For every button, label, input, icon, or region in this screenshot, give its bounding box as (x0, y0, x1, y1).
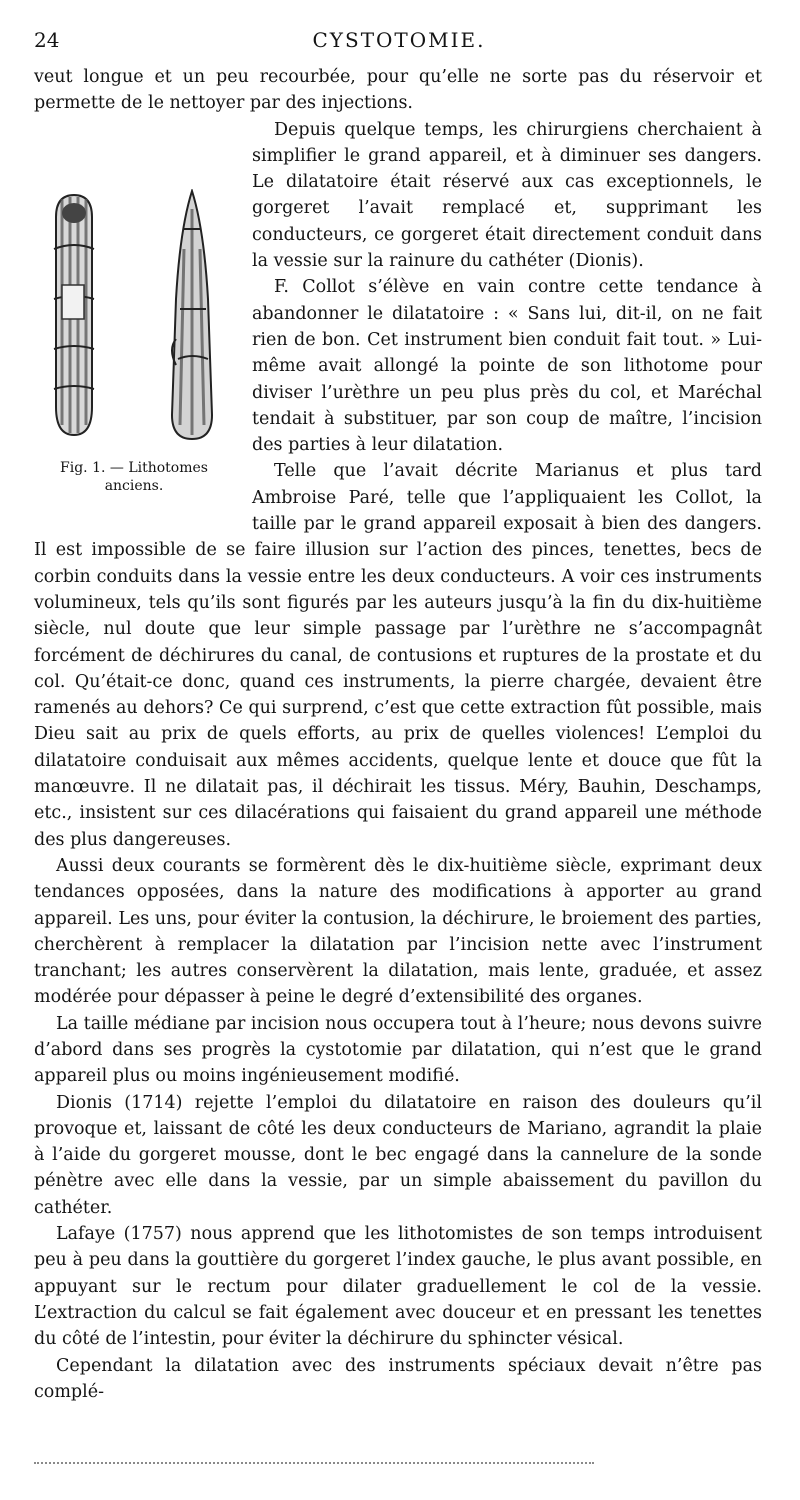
paragraph-continuation: veut longue et un peu recourbée, pour qu’elle ne sorte pas du réservoir et permette de le nettoyer par des injections. (34, 67, 762, 114)
paragraph: Telle que l’avait décrite Marianus et plus tard Ambroise Paré, telle que l’appliquaient les Collot, la taille par le grand appareil exposait à bien des dangers. Il est impossible de se faire illusion sur l’action des pinces, tenettes, becs de corbin conduits dans la vessie entre les deux conducteurs. A voir ces instruments volumineux, tels qu’ils sont figurés par les auteurs jusqu’à la fin du dix-huitième siècle, nul doute que leur simple passage par l’urèthre ne s’accompagnât forcément de déchirures du canal, de contusions et ruptures de la prostate et du col. Qu’était-ce donc, quand ces instruments, la pierre chargée, devaient être ramenés au dehors? Ce qui surprend, c’est que cette extraction fût possible, mais Dieu sait au prix de quels efforts, au prix de quelles violences! L’emploi du dilatatoire conduisait aux mêmes accidents, quelque lente et douce que fût la manœuvre. Il ne dilatait pas, il déchirait les tissus. Méry, Bauhin, Deschamps, etc., insistent sur ces dilacérations qui faisaient du grand appareil une méthode des plus dangereuses. (34, 461, 762, 850)
running-title: CYSTOTOMIE. (312, 28, 486, 52)
figure-caption-line: Fig. 1. — Lithotomes (60, 459, 208, 476)
body-text (34, 64, 762, 1405)
paragraph: Cependant la dilatation avec des instruments spéciaux devait n’être pas complé- (34, 1355, 762, 1402)
paragraph: Lafaye (1757) nous apprend que les lithotomistes de son temps introduisent peu à peu dans la gouttière du gorgeret l’index gauche, le plus avant possible, en appuyant sur le rectum pour dilater graduellement le col de la vessie. L’extraction du calcul se fait également avec douceur et en pressant les tenettes du côté de l’intestin, pour éviter la déchirure du sphincter vésical. (34, 1224, 762, 1350)
lithotome-left-icon (54, 195, 94, 435)
page-number: 24 (34, 28, 60, 52)
lithotome-right-icon (172, 191, 212, 439)
figure-lithotomes (26, 117, 242, 513)
lithotomes-illustration (44, 189, 234, 451)
paragraph: Aussi deux courants se formèrent dès le dix-huitième siècle, exprimant deux tendances opposées, dans la nature des modifications à apporter au grand appareil. Les uns, pour éviter la contusion, la déchirure, le broiement des parties, cherchèrent à remplacer la dilatation par l’incision nette avec l’instrument tranchant; les autres conservèrent la dilatation, mais lente, graduée, et assez modérée pour dépasser à peine le degré d’extensibilité des organes. (34, 855, 762, 1008)
footer-dotted-line (34, 1462, 594, 1466)
paragraph: Depuis quelque temps, les chirurgiens cherchaient à simplifier le grand appareil, et à diminuer ses dangers. Le dilatatoire était réservé aux cas exceptionnels, le gorgeret l’avait remplacé et, supprimant les conducteurs, ce gorgeret était directement conduit dans la vessie sur la rainure du cathéter (Dionis). (252, 119, 762, 272)
paragraph: La taille médiane par incision nous occupera tout à l’heure; nous devons suivre d’abord dans ses progrès la cystotomie par dilatation, qui n’est que le grand appareil plus ou moins ingénieusement modifié. (34, 1013, 762, 1087)
paragraph: Dionis (1714) rejette l’emploi du dilatatoire en raison des douleurs qu’il provoque et, laissant de côté les deux conducteurs de Mariano, agrandit la plaie à l’aide du gorgeret mousse, dont le bec engagé dans la cannelure de la sonde pénètre avec elle dans la vessie, par un simple abaissement du pavillon du cathéter. (34, 1092, 762, 1218)
figure-caption (26, 459, 242, 495)
page-header (34, 28, 764, 58)
figure-caption-line: anciens. (104, 477, 164, 494)
paragraph: F. Collot s’élève en vain contre cette tendance à abandonner le dilatatoire : « Sans lui, dit-il, on ne fait rien de bon. Cet instrument bien conduit fait tout. » Lui-même avait allongé la pointe de son lithotome pour diviser l’urèthre un peu plus près du col, et Maréchal tendait à substituer, par son coup de maître, l’incision des parties à leur dilatation. (252, 277, 762, 456)
